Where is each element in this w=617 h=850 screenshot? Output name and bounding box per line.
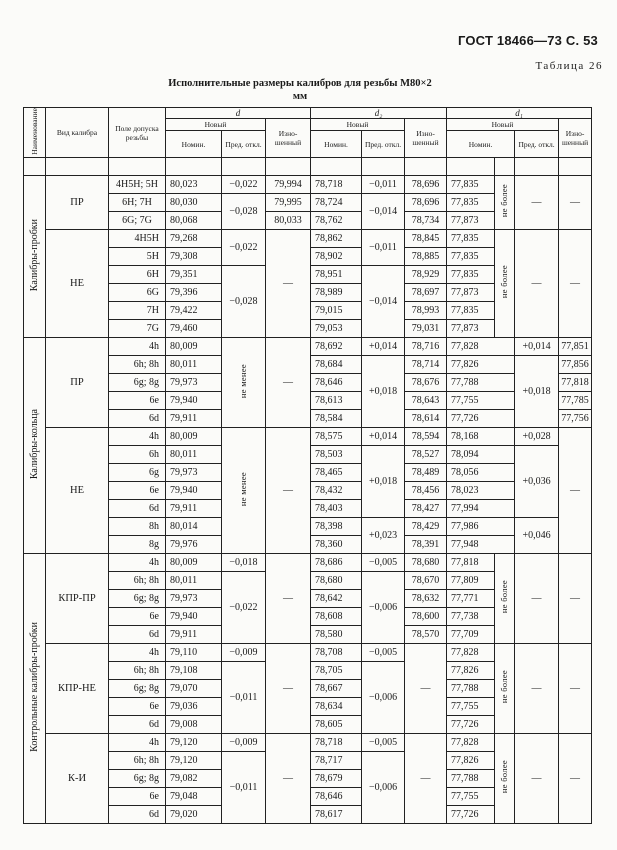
- d-dev-cell: −0,022: [222, 176, 266, 194]
- d1-worn-cell: —: [559, 176, 592, 230]
- d1-dev-cell: —: [515, 644, 559, 734]
- col-d-header: d: [166, 108, 311, 119]
- d2-dev-cell: −0,011: [362, 230, 405, 266]
- d1-dev-cell: +0,036: [515, 446, 559, 518]
- d2-dev-cell: +0,018: [362, 356, 405, 428]
- d2-nom-cell: 78,503: [311, 446, 362, 464]
- d1-nom-cell: 77,771: [447, 590, 495, 608]
- d1-worn-cell: 77,756: [559, 410, 592, 428]
- kind-cell: НЕ: [46, 230, 109, 338]
- field-cell: 4h: [109, 338, 166, 356]
- d1-dev-cell: +0,028: [515, 428, 559, 446]
- d-nom-cell: 79,911: [166, 500, 222, 518]
- field-cell: 6h; 8h: [109, 356, 166, 374]
- d-dev-cell: −0,009: [222, 644, 266, 662]
- d1-nom-cell: 77,809: [447, 572, 495, 590]
- d1-nom-cell: 77,818: [447, 554, 495, 572]
- col-d-new: Новый: [166, 119, 266, 131]
- d-nom-cell: 79,396: [166, 284, 222, 302]
- d1-nom-cell: 77,726: [447, 716, 495, 734]
- group-label: Калибры-кольца: [29, 408, 40, 480]
- d2-nom-cell: 78,634: [311, 698, 362, 716]
- d-nom-cell: 80,011: [166, 356, 222, 374]
- d-dev-cell: −0,028: [222, 194, 266, 230]
- field-cell: 6g; 8g: [109, 590, 166, 608]
- d2-dev-cell: −0,006: [362, 662, 405, 734]
- d1-nom-cell: 77,738: [447, 608, 495, 626]
- d1-limit-text: не более: [499, 184, 510, 218]
- d2-dev-cell: −0,011: [362, 176, 405, 194]
- d1-nom-cell: 77,994: [447, 500, 515, 518]
- d2-worn-cell: 78,527: [405, 446, 447, 464]
- field-cell: 6h; 8h: [109, 572, 166, 590]
- d1-dev-cell: +0,046: [515, 518, 559, 554]
- d2-nom-cell: 79,053: [311, 320, 362, 338]
- d-nom-cell: 79,268: [166, 230, 222, 248]
- kind-cell: ПР: [46, 338, 109, 428]
- d1-nom-cell: 77,709: [447, 626, 495, 644]
- d-nom-cell: 80,009: [166, 428, 222, 446]
- d2-nom-cell: 78,718: [311, 176, 362, 194]
- table-row: [24, 176, 592, 194]
- table-row: [24, 230, 592, 248]
- d2-worn-cell: —: [405, 734, 447, 824]
- d-nom-cell: 79,108: [166, 662, 222, 680]
- field-cell: 6h: [109, 446, 166, 464]
- d2-dev-cell: −0,005: [362, 554, 405, 572]
- field-cell: 6d: [109, 500, 166, 518]
- d2-dev-cell: −0,014: [362, 194, 405, 230]
- d-nom-cell: 79,120: [166, 734, 222, 752]
- d-worn-cell: 79,994: [266, 176, 311, 194]
- field-cell: 6H; 7H: [109, 194, 166, 212]
- kind-cell: НЕ: [46, 428, 109, 554]
- d2-worn-cell: 78,429: [405, 518, 447, 536]
- d-nom-cell: 80,030: [166, 194, 222, 212]
- d1-nom-cell: 77,755: [447, 788, 495, 806]
- d2-nom-cell: 78,667: [311, 680, 362, 698]
- d1-nom-cell: 77,726: [447, 806, 495, 824]
- d2-nom-cell: 78,403: [311, 500, 362, 518]
- field-cell: 4h: [109, 734, 166, 752]
- field-cell: 8g: [109, 536, 166, 554]
- d2-worn-cell: 78,734: [405, 212, 447, 230]
- d1-nom-cell: 77,826: [447, 356, 515, 374]
- table-label: Таблица 26: [535, 60, 603, 72]
- d2-worn-cell: 78,456: [405, 482, 447, 500]
- col-d1-worn: Изно- шенный: [559, 119, 592, 158]
- d-limit-cell: [222, 428, 266, 554]
- d-limit-cell: [222, 338, 266, 428]
- d2-nom-cell: 78,724: [311, 194, 362, 212]
- d1-dev-cell: —: [515, 230, 559, 338]
- d2-nom-cell: 78,465: [311, 464, 362, 482]
- d2-nom-cell: 78,432: [311, 482, 362, 500]
- d-nom-cell: 79,120: [166, 752, 222, 770]
- d-nom-cell: 79,351: [166, 266, 222, 284]
- d2-nom-cell: 78,642: [311, 590, 362, 608]
- d1-nom-cell: 77,828: [447, 644, 495, 662]
- d-nom-cell: 79,082: [166, 770, 222, 788]
- d-worn-cell: —: [266, 230, 311, 338]
- d-nom-cell: 79,308: [166, 248, 222, 266]
- d1-nom-cell: 77,835: [447, 248, 495, 266]
- d2-nom-cell: 78,862: [311, 230, 362, 248]
- d-worn-cell: 80,033: [266, 212, 311, 230]
- d-nom-cell: 79,422: [166, 302, 222, 320]
- group-cell: [24, 338, 46, 554]
- d1-nom-cell: 77,755: [447, 392, 515, 410]
- d2-dev-cell: +0,014: [362, 428, 405, 446]
- field-cell: 6g; 8g: [109, 680, 166, 698]
- table-row: [24, 644, 592, 662]
- field-cell: 6e: [109, 788, 166, 806]
- col-kind-header: Вид калибра: [46, 108, 109, 158]
- d2-nom-cell: 78,705: [311, 662, 362, 680]
- d-dev-cell: −0,022: [222, 572, 266, 644]
- d2-nom-cell: 78,989: [311, 284, 362, 302]
- field-cell: 6d: [109, 716, 166, 734]
- field-cell: 6G: [109, 284, 166, 302]
- d1-limit-cell: [495, 644, 515, 734]
- d2-worn-cell: 78,696: [405, 194, 447, 212]
- d1-nom-cell: 77,873: [447, 284, 495, 302]
- field-cell: 4H5H; 5H: [109, 176, 166, 194]
- d-dev-cell: −0,011: [222, 752, 266, 824]
- d1-worn-cell: 77,818: [559, 374, 592, 392]
- d1-nom-cell: 78,056: [447, 464, 515, 482]
- d-nom-cell: 79,911: [166, 626, 222, 644]
- d1-dev-cell: —: [515, 734, 559, 824]
- d2-worn-cell: 78,929: [405, 266, 447, 284]
- kind-cell: ПР: [46, 176, 109, 230]
- d-nom-cell: 79,976: [166, 536, 222, 554]
- d1-nom-cell: 77,835: [447, 302, 495, 320]
- d2-worn-cell: 78,993: [405, 302, 447, 320]
- d-nom-cell: 80,011: [166, 446, 222, 464]
- d1-nom-cell: 78,023: [447, 482, 515, 500]
- d2-worn-cell: 78,600: [405, 608, 447, 626]
- d1-limit-cell: [495, 176, 515, 230]
- d2-nom-cell: 78,575: [311, 428, 362, 446]
- col-d2-nom: Номин.: [311, 131, 362, 158]
- d-dev-cell: −0,018: [222, 554, 266, 572]
- d-nom-cell: 79,940: [166, 392, 222, 410]
- d1-nom-cell: 77,828: [447, 734, 495, 752]
- field-cell: 6e: [109, 608, 166, 626]
- d1-nom-cell: 77,986: [447, 518, 515, 536]
- d2-dev-cell: −0,014: [362, 266, 405, 338]
- field-cell: 7H: [109, 302, 166, 320]
- d-nom-cell: 80,009: [166, 338, 222, 356]
- d-dev-cell: −0,028: [222, 266, 266, 338]
- d2-worn-cell: 78,716: [405, 338, 447, 356]
- d1-limit-cell: [495, 230, 515, 338]
- col-d-nom: Номин.: [166, 131, 222, 158]
- col-d2-header: d₂: [311, 108, 447, 119]
- d-nom-cell: 79,070: [166, 680, 222, 698]
- d1-nom-cell: 77,835: [447, 176, 495, 194]
- d-nom-cell: 79,460: [166, 320, 222, 338]
- d2-worn-cell: —: [405, 644, 447, 734]
- field-cell: 6g: [109, 464, 166, 482]
- d1-nom-cell: 77,873: [447, 212, 495, 230]
- title-line: Исполнительные размеры калибров для резьбы M80×2: [168, 78, 432, 89]
- d1-limit-text: не более: [499, 580, 510, 614]
- d1-nom-cell: 77,828: [447, 338, 515, 356]
- d1-worn-cell: —: [559, 734, 592, 824]
- calibers-table: [23, 107, 592, 824]
- col-d-dev: Пред. откл.: [222, 131, 266, 158]
- field-cell: 4h: [109, 554, 166, 572]
- field-cell: 4h: [109, 644, 166, 662]
- d-dev-cell: −0,011: [222, 662, 266, 734]
- d2-worn-cell: 78,614: [405, 410, 447, 428]
- d-nom-cell: 79,110: [166, 644, 222, 662]
- d2-nom-cell: 78,646: [311, 374, 362, 392]
- title-units: мм: [292, 91, 308, 102]
- d1-nom-cell: 77,826: [447, 752, 495, 770]
- d1-nom-cell: 77,726: [447, 410, 515, 428]
- field-cell: 6h; 8h: [109, 662, 166, 680]
- d2-nom-cell: 78,398: [311, 518, 362, 536]
- d1-dev-cell: —: [515, 176, 559, 230]
- col-d2-dev: Пред. откл.: [362, 131, 405, 158]
- group-cell: [24, 554, 46, 824]
- d2-dev-cell: +0,023: [362, 518, 405, 554]
- field-cell: 6e: [109, 698, 166, 716]
- d1-dev-cell: —: [515, 554, 559, 644]
- d2-worn-cell: 78,697: [405, 284, 447, 302]
- d1-nom-cell: 77,873: [447, 320, 495, 338]
- d1-worn-cell: 77,851: [559, 338, 592, 356]
- d2-dev-cell: −0,005: [362, 734, 405, 752]
- field-cell: 6e: [109, 392, 166, 410]
- table-row: [24, 734, 592, 752]
- d1-worn-cell: 77,785: [559, 392, 592, 410]
- table-row: [24, 428, 592, 446]
- d2-dev-cell: +0,018: [362, 446, 405, 518]
- col-field-header: Поле допуска резьбы: [109, 108, 166, 158]
- field-cell: 5H: [109, 248, 166, 266]
- d2-dev-cell: −0,006: [362, 752, 405, 824]
- page-header: ГОСТ 18466—73 С. 53: [457, 33, 598, 48]
- field-cell: 6d: [109, 410, 166, 428]
- d-worn-cell: —: [266, 644, 311, 734]
- d-worn-cell: —: [266, 338, 311, 428]
- d1-worn-cell: —: [559, 554, 592, 644]
- col-name-header: [24, 108, 46, 158]
- d2-worn-cell: 78,570: [405, 626, 447, 644]
- d2-worn-cell: 78,714: [405, 356, 447, 374]
- d1-nom-cell: 77,755: [447, 698, 495, 716]
- d-limit-text: не менее: [238, 471, 248, 507]
- d1-nom-cell: 77,788: [447, 680, 495, 698]
- d2-nom-cell: 78,708: [311, 644, 362, 662]
- field-cell: 6H: [109, 266, 166, 284]
- d1-nom-cell: 78,094: [447, 446, 515, 464]
- d-limit-text: не менее: [238, 363, 248, 399]
- d-worn-cell: 79,995: [266, 194, 311, 212]
- d2-nom-cell: 78,717: [311, 752, 362, 770]
- d2-nom-cell: 78,605: [311, 716, 362, 734]
- d-nom-cell: 80,068: [166, 212, 222, 230]
- d2-nom-cell: 78,951: [311, 266, 362, 284]
- d2-worn-cell: 78,845: [405, 230, 447, 248]
- field-cell: 4h: [109, 428, 166, 446]
- d2-nom-cell: 78,680: [311, 572, 362, 590]
- d1-limit-text: не более: [499, 670, 510, 704]
- d1-dev-cell: +0,018: [515, 356, 559, 428]
- col-d-worn: Изно- шенный: [266, 119, 311, 158]
- d1-limit-text: не более: [499, 760, 510, 794]
- d1-worn-cell: —: [559, 644, 592, 734]
- d-nom-cell: 80,023: [166, 176, 222, 194]
- kind-cell: КПР-ПР: [46, 554, 109, 644]
- d-worn-cell: —: [266, 554, 311, 644]
- d-dev-cell: −0,009: [222, 734, 266, 752]
- d1-nom-cell: 77,788: [447, 770, 495, 788]
- d1-dev-cell: +0,014: [515, 338, 559, 356]
- d2-worn-cell: 78,680: [405, 554, 447, 572]
- kind-cell: К-И: [46, 734, 109, 824]
- d2-nom-cell: 78,762: [311, 212, 362, 230]
- d-dev-cell: −0,022: [222, 230, 266, 266]
- d1-nom-cell: 77,948: [447, 536, 515, 554]
- group-label: Контрольные калибры-пробки: [29, 622, 40, 752]
- kind-cell: КПР-НЕ: [46, 644, 109, 734]
- table-row: [24, 338, 592, 356]
- col-d1-new: Новый: [447, 119, 559, 131]
- d-nom-cell: 80,011: [166, 572, 222, 590]
- d2-worn-cell: 78,427: [405, 500, 447, 518]
- d2-nom-cell: 78,613: [311, 392, 362, 410]
- d2-nom-cell: 78,646: [311, 788, 362, 806]
- col-d2-new: Новый: [311, 119, 405, 131]
- field-cell: 6h; 8h: [109, 752, 166, 770]
- d1-worn-cell: 77,856: [559, 356, 592, 374]
- field-cell: 6G; 7G: [109, 212, 166, 230]
- d-worn-cell: —: [266, 428, 311, 554]
- d-nom-cell: 79,020: [166, 806, 222, 824]
- d1-limit-cell: [495, 554, 515, 644]
- group-cell: [24, 176, 46, 338]
- d2-nom-cell: 78,686: [311, 554, 362, 572]
- field-cell: 6g; 8g: [109, 374, 166, 392]
- d-nom-cell: 80,014: [166, 518, 222, 536]
- field-cell: 7G: [109, 320, 166, 338]
- field-cell: 6g; 8g: [109, 770, 166, 788]
- d2-worn-cell: 78,594: [405, 428, 447, 446]
- d2-worn-cell: 78,696: [405, 176, 447, 194]
- field-cell: 6e: [109, 482, 166, 500]
- d1-nom-cell: 77,835: [447, 230, 495, 248]
- table-row: [24, 554, 592, 572]
- col-d1-dev: Пред. откл.: [515, 131, 559, 158]
- d1-nom-cell: 77,835: [447, 194, 495, 212]
- d2-nom-cell: 78,360: [311, 536, 362, 554]
- d-nom-cell: 79,911: [166, 410, 222, 428]
- d2-worn-cell: 78,885: [405, 248, 447, 266]
- d-nom-cell: 79,973: [166, 464, 222, 482]
- d2-dev-cell: +0,014: [362, 338, 405, 356]
- d-nom-cell: 79,008: [166, 716, 222, 734]
- d2-dev-cell: −0,006: [362, 572, 405, 644]
- d2-nom-cell: 78,902: [311, 248, 362, 266]
- d-nom-cell: 80,009: [166, 554, 222, 572]
- d1-limit-text: не более: [499, 265, 510, 299]
- d-nom-cell: 79,973: [166, 374, 222, 392]
- d2-dev-cell: −0,005: [362, 644, 405, 662]
- d2-nom-cell: 78,684: [311, 356, 362, 374]
- field-cell: 4H5H: [109, 230, 166, 248]
- d2-worn-cell: 78,489: [405, 464, 447, 482]
- d-nom-cell: 79,940: [166, 608, 222, 626]
- field-cell: 6d: [109, 806, 166, 824]
- d2-nom-cell: 78,608: [311, 608, 362, 626]
- col-name-label: Наименование: [30, 108, 39, 155]
- field-cell: 6d: [109, 626, 166, 644]
- col-d2-worn: Изно- шенный: [405, 119, 447, 158]
- d2-nom-cell: 78,617: [311, 806, 362, 824]
- col-d1-nom: Номин.: [447, 131, 515, 158]
- d2-nom-cell: 78,584: [311, 410, 362, 428]
- d2-nom-cell: 78,718: [311, 734, 362, 752]
- group-label: Калибры-пробки: [29, 218, 40, 292]
- d1-nom-cell: 77,788: [447, 374, 515, 392]
- d1-limit-cell: [495, 734, 515, 824]
- d2-worn-cell: 78,676: [405, 374, 447, 392]
- col-d1-header: d₁: [447, 108, 592, 119]
- field-cell: 8h: [109, 518, 166, 536]
- d2-worn-cell: 78,391: [405, 536, 447, 554]
- d2-nom-cell: 79,015: [311, 302, 362, 320]
- d-nom-cell: 79,940: [166, 482, 222, 500]
- d1-nom-cell: 78,168: [447, 428, 515, 446]
- d-nom-cell: 79,036: [166, 698, 222, 716]
- d2-nom-cell: 78,580: [311, 626, 362, 644]
- table-title: [40, 77, 560, 103]
- d2-worn-cell: 78,632: [405, 590, 447, 608]
- d2-nom-cell: 78,679: [311, 770, 362, 788]
- d-worn-cell: —: [266, 734, 311, 824]
- d1-worn-cell: —: [559, 428, 592, 554]
- d2-nom-cell: 78,692: [311, 338, 362, 356]
- d1-nom-cell: 77,826: [447, 662, 495, 680]
- d1-worn-cell: —: [559, 230, 592, 338]
- d2-worn-cell: 79,031: [405, 320, 447, 338]
- d2-worn-cell: 78,643: [405, 392, 447, 410]
- d2-worn-cell: 78,670: [405, 572, 447, 590]
- d1-nom-cell: 77,835: [447, 266, 495, 284]
- d-nom-cell: 79,973: [166, 590, 222, 608]
- d-nom-cell: 79,048: [166, 788, 222, 806]
